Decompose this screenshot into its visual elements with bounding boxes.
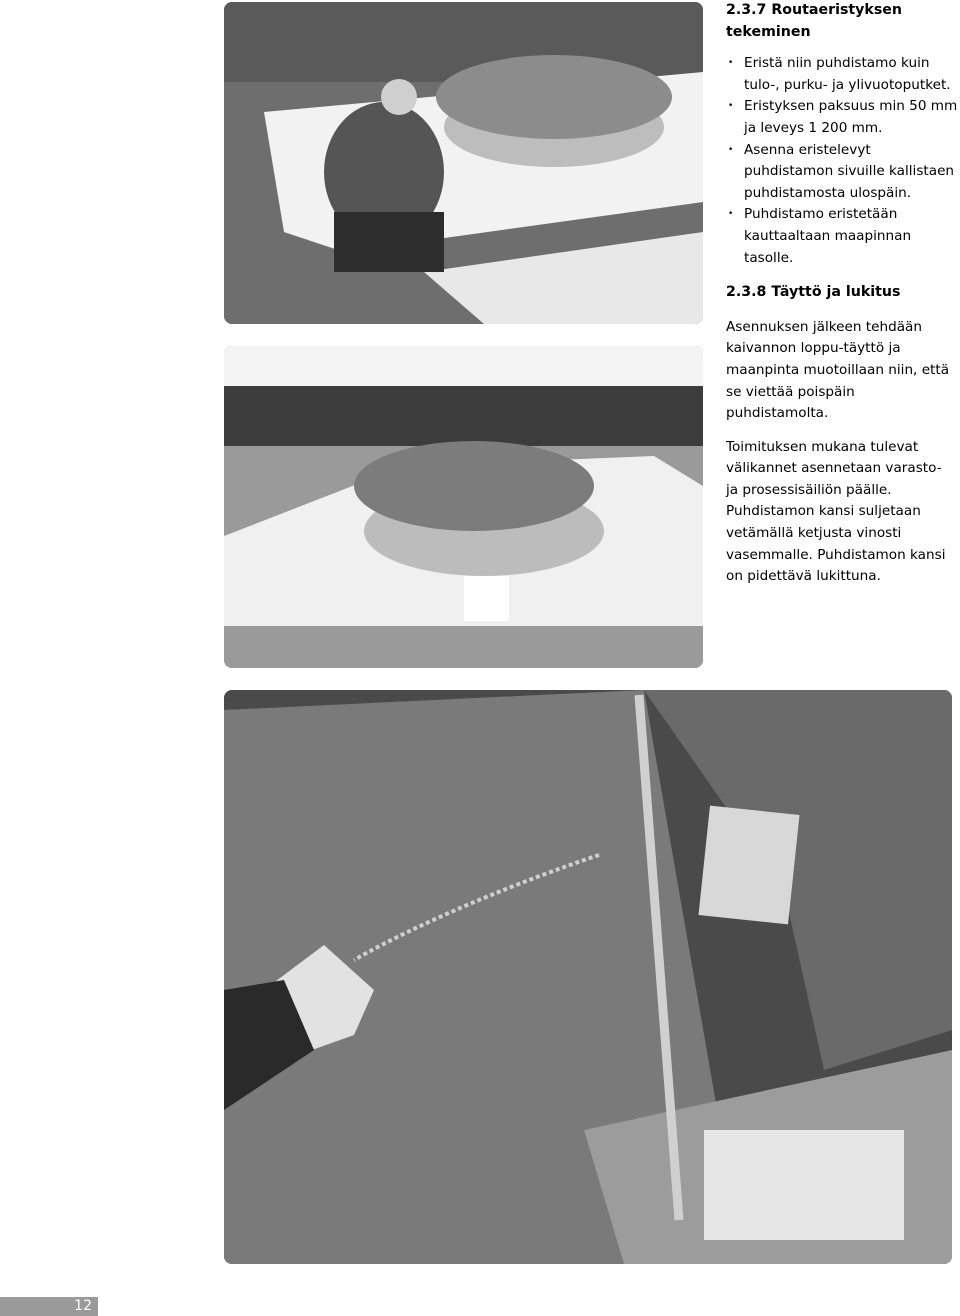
insulation-bullet-list (726, 53, 958, 269)
list-item: • Eristä niin puhdistamo kuin tulo-, purku- ja ylivuotoputket. (726, 53, 958, 96)
photo-backfill (224, 346, 703, 668)
page-number-box (0, 1297, 98, 1316)
section-heading-backfill-locking: 2.3.8 Täyttö ja lukitus (726, 284, 901, 301)
list-item: • Asenna eristelevyt puhdistamon sivuille kallistaen puhdistamosta ulospäin. (726, 140, 958, 205)
paragraph-locking: Toimituksen mukana tulevat välikannet asennetaan varasto- ja prosessisäiliön päälle. Puhdistamon kansi suljetaan vetämällä ketjusta vinosti vasemmalle. Puhdistamon kansi on pidettävä lukittuna. (726, 438, 946, 585)
list-item: • Puhdistamo eristetään kauttaaltaan maapinnan tasolle. (726, 204, 958, 269)
text-column (726, 0, 958, 588)
paragraph-backfill: Asennuksen jälkeen tehdään kaivannon loppu-täyttö ja maanpinta muotoillaan niin, että se viettää poispäin puhdistamolta. (726, 318, 950, 422)
section-heading-frost-insulation: 2.3.7 Routaeristyksen tekeminen (726, 2, 903, 40)
list-item: • Eristyksen paksuus min 50 mm ja leveys 1 200 mm. (726, 96, 958, 139)
page-number: 12 (74, 1298, 92, 1314)
photo-lid-chain (224, 690, 952, 1264)
photo-insulation-installation (224, 2, 703, 324)
